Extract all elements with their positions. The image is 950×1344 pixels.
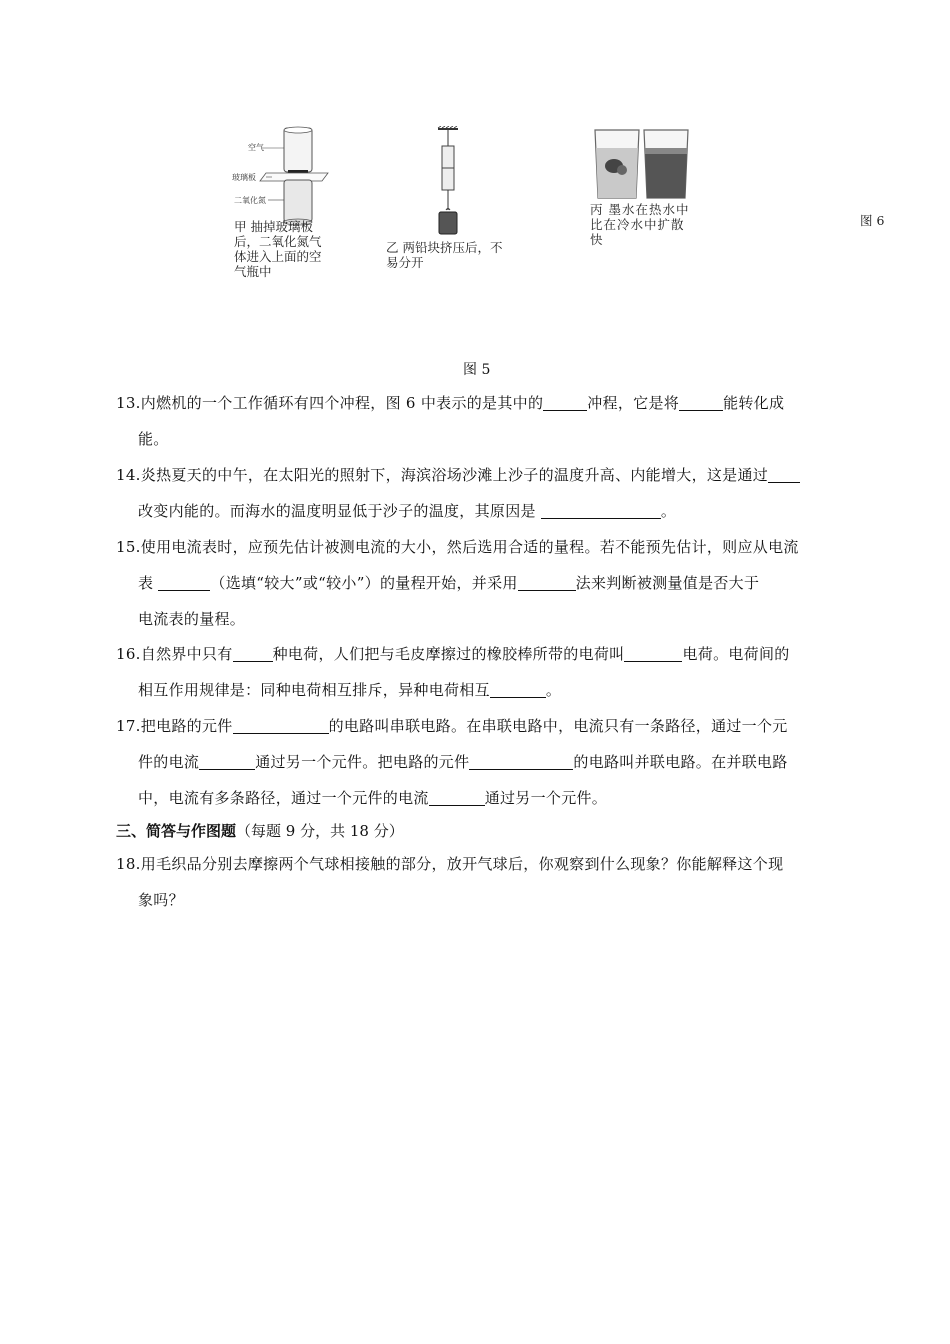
q13-number: 13. — [116, 394, 141, 412]
figure6-title: 图 6 — [860, 213, 885, 228]
q18-text-2: 象吗？ — [138, 891, 184, 909]
q13-text-2: 冲程，它是将 — [587, 394, 680, 412]
q15-number: 15. — [116, 538, 141, 556]
figure5-panel-b — [386, 126, 506, 276]
section-3-heading — [116, 820, 404, 841]
q14-text-2: 改变内能的。而海水的温度明显低于沙子的温度，其原因是 — [138, 502, 536, 520]
q13-continuation: 能。 — [138, 430, 169, 448]
q16-blank-3[interactable] — [490, 680, 546, 698]
caption-panel-b: 乙 两铅块挤压后，不易分开 — [386, 240, 503, 270]
q13-blank-1[interactable] — [543, 393, 587, 411]
q15-text-2: 表 — [138, 574, 154, 592]
q14-blank-2[interactable] — [541, 501, 661, 519]
q17-text-5: 的电路叫并联电路。在并联电路 — [573, 753, 788, 771]
ink-beakers-illustration — [592, 128, 692, 200]
q17-blank-3[interactable] — [469, 752, 573, 770]
section-3-note: （每题 9 分，共 18 分） — [236, 822, 404, 840]
caption-panel-a: 甲 抽掉玻璃板后，二氧化氮气体进入上面的空气瓶中 — [234, 219, 322, 279]
q15-blank-1[interactable] — [158, 573, 210, 591]
q14-number: 14. — [116, 466, 141, 484]
q16-blank-2[interactable] — [624, 644, 682, 662]
label-air: 空气 — [248, 143, 264, 152]
q17-text-4: 通过另一个元件。把电路的元件 — [255, 753, 470, 771]
q17-text-1: 把电路的元件 — [140, 717, 233, 735]
q16-text-3: 电荷。电荷间的 — [682, 645, 790, 663]
question-17 — [116, 708, 838, 816]
q15-continuation: 电流表的量程。 — [138, 610, 246, 628]
q17-blank-4[interactable] — [429, 788, 485, 806]
q17-text-7: 通过另一个元件。 — [484, 789, 608, 807]
q13-text-3: 能转化成 — [723, 394, 785, 412]
q17-text-3: 件的电流 — [138, 753, 200, 771]
q14-text-1: 炎热夏天的中午，在太阳光的照射下，海滨浴场沙滩上沙子的温度升高、内能增大，这是通过 — [140, 466, 769, 484]
q14-blank-1[interactable] — [768, 465, 800, 483]
q15-blank-2[interactable] — [518, 573, 576, 591]
q15-text-1: 使用电流表时，应预先估计被测电流的大小，然后选用合适的量程。若不能预先估计，则应从电流 — [140, 538, 799, 556]
caption-panel-c: 丙 墨水在热水中比在冷水中扩散快 — [590, 202, 690, 247]
question-14 — [116, 457, 838, 529]
question-16 — [116, 636, 838, 708]
figure5-panel-c — [588, 128, 692, 248]
q16-text-2: 种电荷，人们把与毛皮摩擦过的橡胶棒所带的电荷叫 — [272, 645, 625, 663]
question-15 — [116, 529, 838, 637]
q15-text-3: （选填“较大”或“较小”）的量程开始，并采用 — [210, 574, 518, 592]
label-no2: 二氧化氮 — [234, 196, 266, 205]
q13-text-1: 内燃机的一个工作循环有四个冲程，图 6 中表示的是其中的 — [140, 394, 544, 412]
section-3-title: 三、简答与作图题 — [116, 822, 237, 840]
q18-number: 18. — [116, 855, 141, 873]
figure5-title: 图 5 — [463, 362, 491, 378]
q15-text-4: 法来判断被测量值是否大于 — [575, 574, 760, 592]
q17-number: 17. — [116, 717, 141, 735]
q16-text-5: 。 — [545, 681, 562, 699]
q17-text-6: 中，电流有多条路径，通过一个元件的电流 — [138, 789, 429, 807]
q16-text-4: 相互作用规律是：同种电荷相互排斥，异种电荷相互 — [138, 681, 490, 699]
question-18 — [116, 846, 838, 918]
q14-text-3: 。 — [660, 502, 677, 520]
figure5-panel-a — [232, 126, 332, 278]
lead-blocks-illustration — [424, 126, 484, 238]
label-glass-plate: 玻璃板 — [232, 173, 256, 182]
q17-blank-2[interactable] — [199, 752, 255, 770]
q17-text-2: 的电路叫串联电路。在串联电路中，电流只有一条路径，通过一个元 — [328, 717, 788, 735]
q16-blank-1[interactable] — [233, 644, 273, 662]
q13-blank-2[interactable] — [679, 393, 723, 411]
q18-text-1: 用毛织品分别去摩擦两个气球相接触的部分，放开气球后，你观察到什么现象？你能解释这个现 — [140, 855, 784, 873]
q16-text-1: 自然界中只有 — [140, 645, 233, 663]
q17-blank-1[interactable] — [233, 716, 329, 734]
q16-number: 16. — [116, 645, 141, 663]
question-13 — [116, 385, 838, 457]
